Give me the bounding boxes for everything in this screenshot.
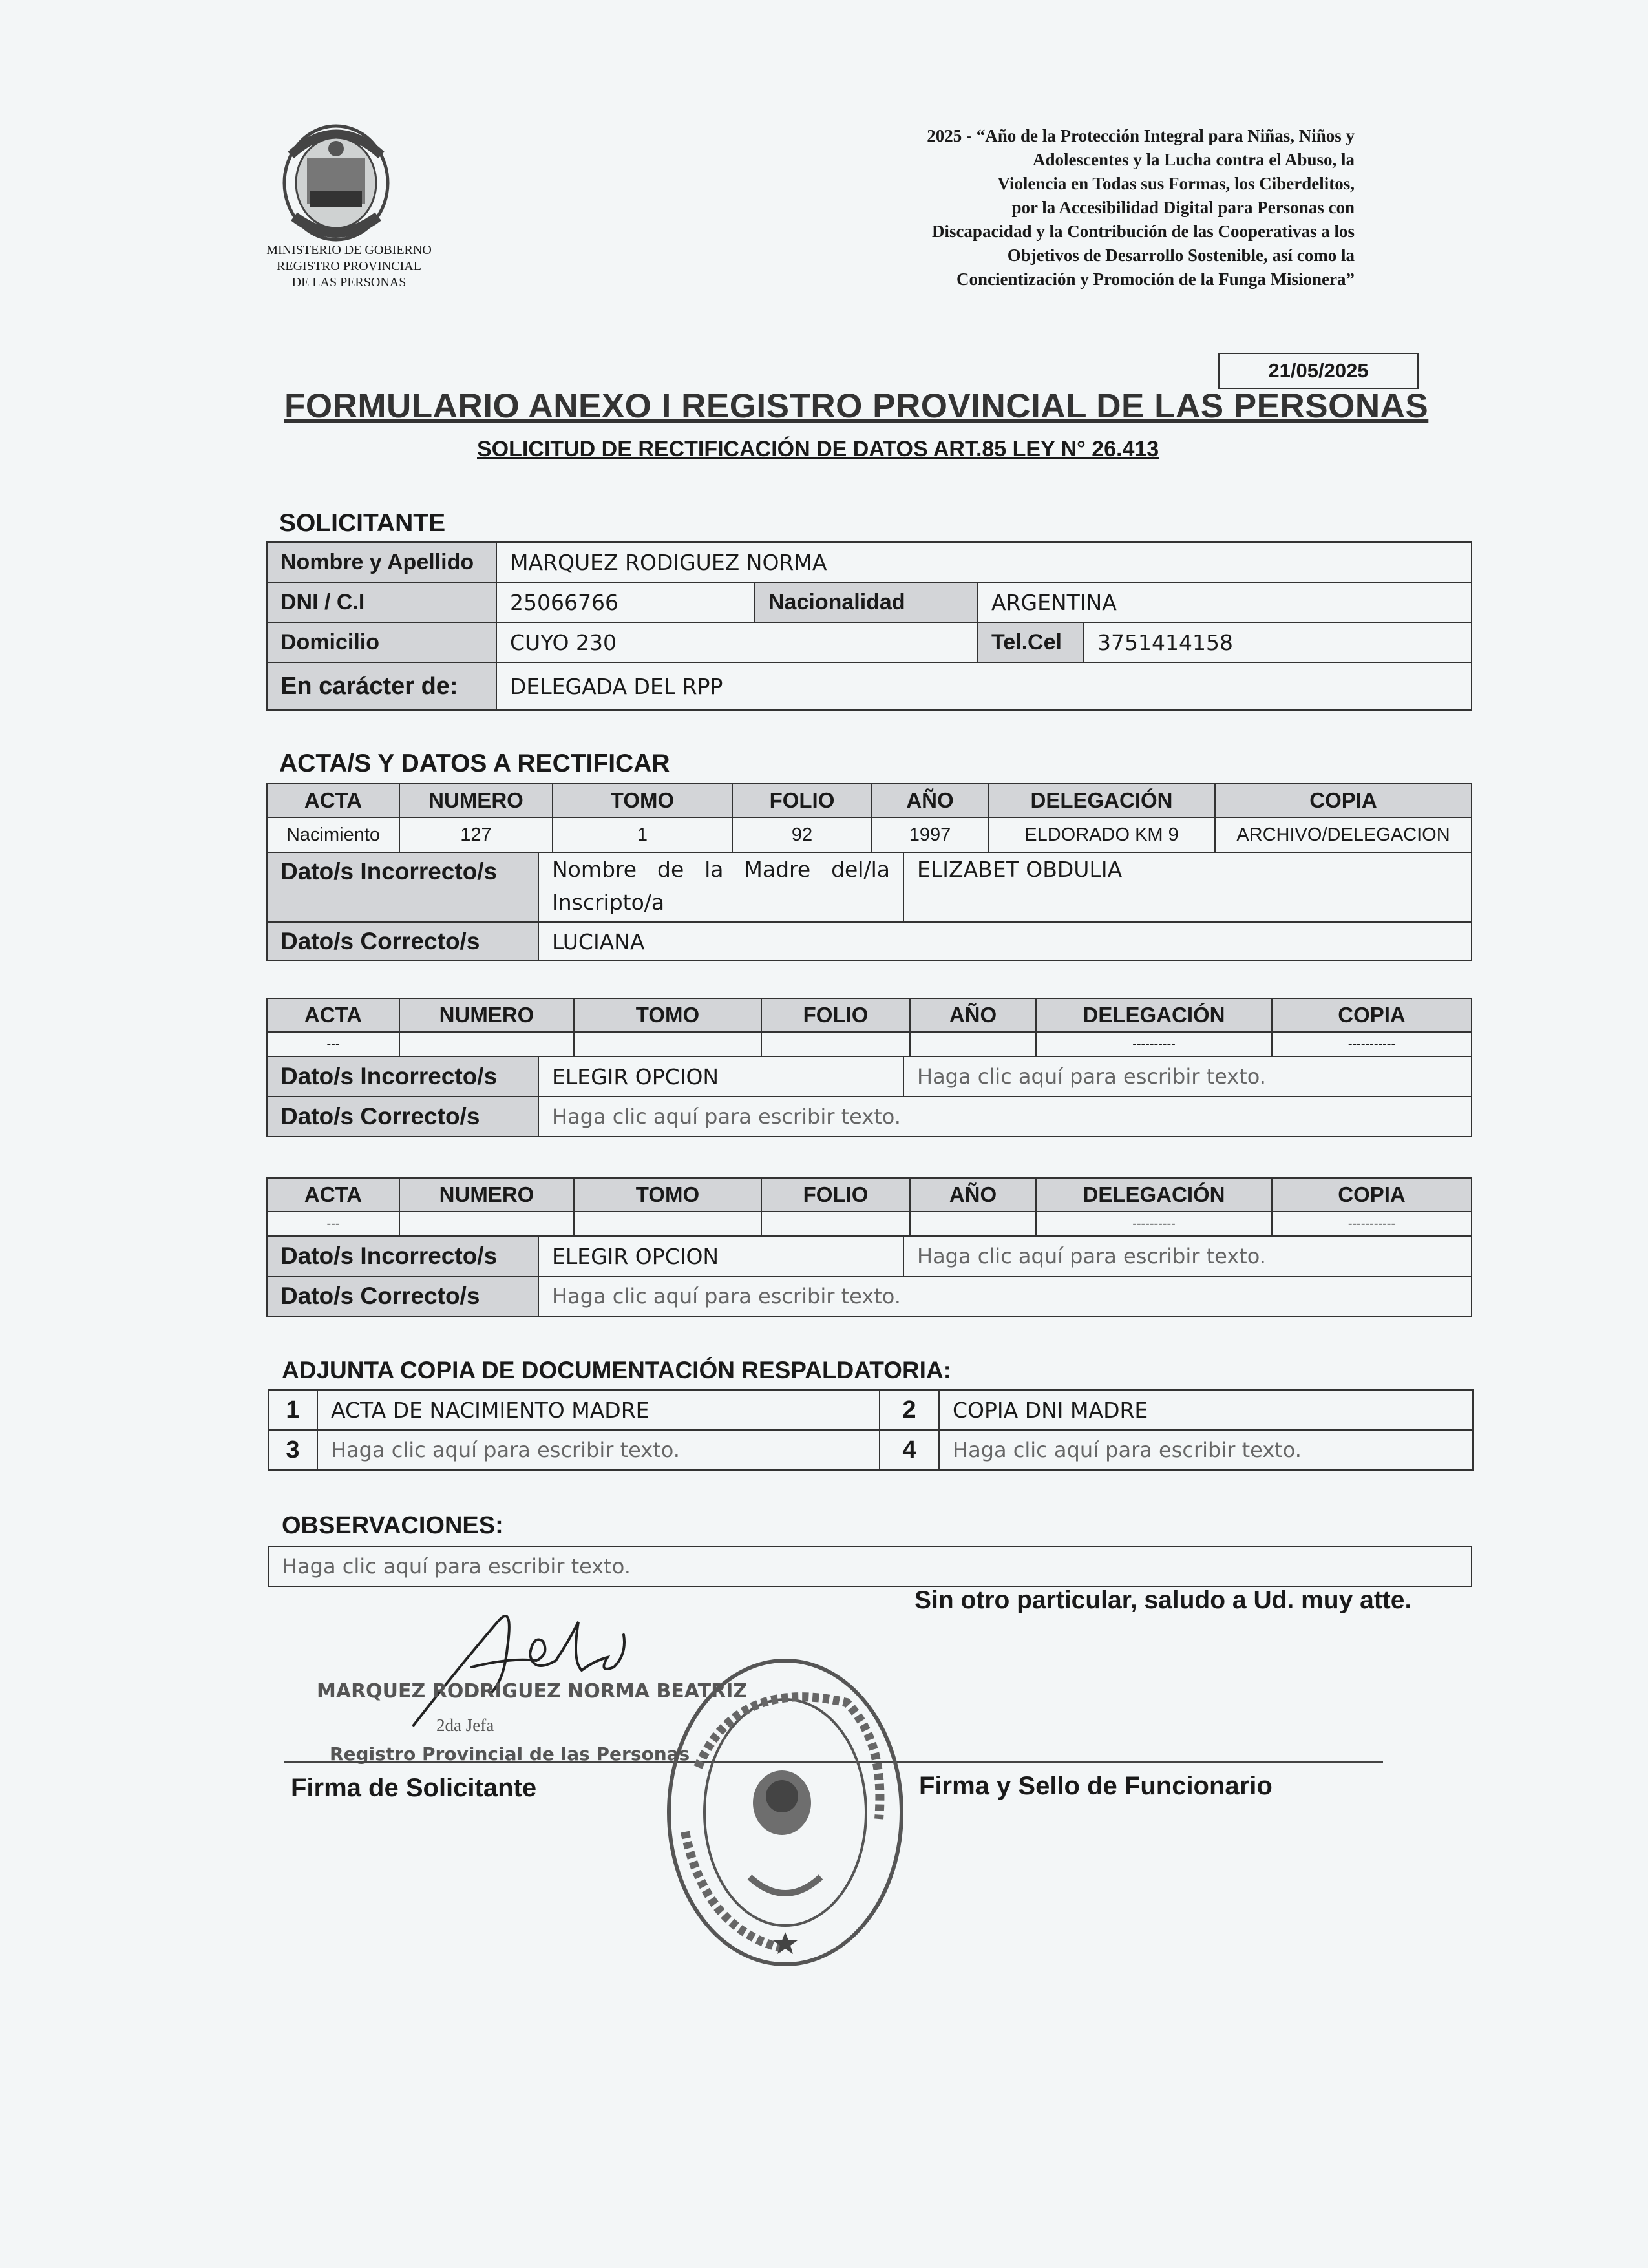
- incorrect-field-select[interactable]: ELEGIR OPCION: [538, 1056, 903, 1097]
- handwritten-signature: [401, 1596, 646, 1732]
- slogan-line: Violencia en Todas sus Formas, los Ciberdelitos,: [997, 174, 1355, 193]
- caracter-label: En carácter de:: [267, 662, 496, 710]
- observaciones-table: [268, 1546, 1472, 1587]
- slogan-line: Discapacidad y la Contribución de las Cooperativas a los: [931, 222, 1355, 241]
- dni-label: DNI / C.I: [267, 582, 496, 622]
- correct-value-field[interactable]: Haga clic aquí para escribir texto.: [538, 1276, 1472, 1316]
- acta-tomo-field[interactable]: [574, 1212, 761, 1236]
- acta-anio-field[interactable]: 1997: [872, 817, 988, 852]
- col-numero: NUMERO: [399, 1178, 574, 1212]
- acta-tomo-field[interactable]: [574, 1032, 761, 1056]
- nombre-label: Nombre y Apellido: [267, 542, 496, 582]
- acta-block-1-header: [266, 783, 1472, 853]
- col-tomo: TOMO: [574, 1178, 761, 1212]
- incorrect-value-field[interactable]: ELIZABET OBDULIA: [903, 852, 1472, 922]
- signature-role-stamp: 2da Jefa: [436, 1716, 494, 1735]
- acta-anio-field[interactable]: [910, 1212, 1036, 1236]
- attachment-field[interactable]: COPIA DNI MADRE: [939, 1390, 1473, 1430]
- signature-office-stamp: Registro Provincial de las Personas: [330, 1743, 690, 1765]
- nacionalidad-label: Nacionalidad: [755, 582, 978, 622]
- form-title: FORMULARIO ANEXO I REGISTRO PROVINCIAL DE LAS PERSONAS: [284, 387, 1429, 425]
- col-copia: COPIA: [1272, 998, 1472, 1032]
- correct-label: Dato/s Correcto/s: [267, 1097, 538, 1137]
- col-copia: COPIA: [1272, 1178, 1472, 1212]
- incorrect-value-field[interactable]: Haga clic aquí para escribir texto.: [903, 1056, 1472, 1097]
- col-acta: ACTA: [267, 998, 399, 1032]
- delegacion-stamp-icon: [659, 1651, 911, 1974]
- adjunta-heading: ADJUNTA COPIA DE DOCUMENTACIÓN RESPALDATORIA:: [282, 1357, 951, 1383]
- col-anio: AÑO: [910, 1178, 1036, 1212]
- incorrect-label: Dato/s Incorrecto/s: [267, 1236, 538, 1276]
- col-copia: COPIA: [1215, 784, 1472, 817]
- col-tomo: TOMO: [553, 784, 732, 817]
- slogan-line: Objetivos de Desarrollo Sostenible, así como la: [1007, 246, 1355, 265]
- solicitante-heading: SOLICITANTE: [279, 509, 446, 537]
- col-anio: AÑO: [910, 998, 1036, 1032]
- acta-folio-field[interactable]: [761, 1212, 910, 1236]
- correct-label: Dato/s Correcto/s: [267, 922, 538, 961]
- slogan-line: Adolescentes y la Lucha contra el Abuso, la: [1032, 150, 1355, 169]
- funcionario-signature-label: Firma y Sello de Funcionario: [919, 1772, 1273, 1800]
- solicitante-signature-label: Firma de Solicitante: [291, 1774, 537, 1802]
- year-slogan: [724, 124, 1355, 291]
- incorrect-label: Dato/s Incorrecto/s: [267, 852, 538, 922]
- slogan-line: por la Accesibilidad Digital para Personas con: [1011, 198, 1355, 217]
- tel-field[interactable]: 3751414158: [1084, 622, 1472, 662]
- tel-label: Tel.Cel: [978, 622, 1084, 662]
- acta-type-field[interactable]: ---: [267, 1032, 399, 1056]
- col-tomo: TOMO: [574, 998, 761, 1032]
- acta-numero-field[interactable]: [399, 1212, 574, 1236]
- incorrect-label: Dato/s Incorrecto/s: [267, 1056, 538, 1097]
- nombre-field[interactable]: MARQUEZ RODIGUEZ NORMA: [496, 542, 1472, 582]
- acta-type-field[interactable]: Nacimiento: [267, 817, 399, 852]
- provincia-misiones-seal-icon: [271, 120, 401, 246]
- acta-copia-field[interactable]: ARCHIVO/DELEGACION: [1215, 817, 1472, 852]
- solicitante-table: [266, 541, 1472, 711]
- acta-block-3-data: [266, 1235, 1472, 1317]
- col-delegacion: DELEGACIÓN: [1036, 1178, 1272, 1212]
- correct-value-field[interactable]: LUCIANA: [538, 922, 1472, 961]
- closing-text: Sin otro particular, saludo a Ud. muy atte.: [914, 1586, 1412, 1614]
- attachment-number: 1: [268, 1390, 317, 1430]
- col-anio: AÑO: [872, 784, 988, 817]
- attachment-field[interactable]: Haga clic aquí para escribir texto.: [939, 1430, 1473, 1470]
- ministry-line: DE LAS PERSONAS: [291, 275, 407, 289]
- attachment-field[interactable]: ACTA DE NACIMIENTO MADRE: [317, 1390, 880, 1430]
- attachment-field[interactable]: Haga clic aquí para escribir texto.: [317, 1430, 880, 1470]
- caracter-field[interactable]: DELEGADA DEL RPP: [496, 662, 1472, 710]
- ministry-header: [239, 242, 459, 291]
- ministry-line: MINISTERIO DE GOBIERNO: [266, 243, 432, 257]
- date-field[interactable]: 21/05/2025: [1218, 353, 1419, 389]
- acta-anio-field[interactable]: [910, 1032, 1036, 1056]
- slogan-line: Concientización y Promoción de la Funga Misionera”: [956, 269, 1355, 289]
- acta-numero-field[interactable]: [399, 1032, 574, 1056]
- col-delegacion: DELEGACIÓN: [1036, 998, 1272, 1032]
- acta-delegacion-field[interactable]: ELDORADO KM 9: [988, 817, 1215, 852]
- signature-name-stamp: MARQUEZ RODRIGUEZ NORMA BEATRIZ: [317, 1680, 748, 1703]
- incorrect-field-select[interactable]: ELEGIR OPCION: [538, 1236, 903, 1276]
- attachment-number: 2: [880, 1390, 939, 1430]
- form-subtitle: SOLICITUD DE RECTIFICACIÓN DE DATOS ART.85 LEY N° 26.413: [477, 437, 1159, 461]
- col-folio: FOLIO: [761, 1178, 910, 1212]
- observaciones-heading: OBSERVACIONES:: [282, 1512, 503, 1539]
- col-folio: FOLIO: [761, 998, 910, 1032]
- col-folio: FOLIO: [732, 784, 872, 817]
- attachment-number: 4: [880, 1430, 939, 1470]
- acta-folio-field[interactable]: [761, 1032, 910, 1056]
- acta-block-2-data: [266, 1056, 1472, 1137]
- col-numero: NUMERO: [399, 784, 553, 817]
- incorrect-field-select[interactable]: Nombre de la Madre del/la Inscripto/a: [538, 852, 903, 922]
- domicilio-field[interactable]: CUYO 230: [496, 622, 978, 662]
- acta-folio-field[interactable]: 92: [732, 817, 872, 852]
- ministry-line: REGISTRO PROVINCIAL: [277, 259, 421, 273]
- acta-block-2-header: [266, 998, 1472, 1057]
- acta-delegacion-field[interactable]: ----------: [1036, 1212, 1272, 1236]
- acta-type-field[interactable]: ---: [267, 1212, 399, 1236]
- slogan-line: 2025 - “Año de la Protección Integral para Niñas, Niños y: [927, 126, 1355, 145]
- correct-label: Dato/s Correcto/s: [267, 1276, 538, 1316]
- observaciones-field[interactable]: Haga clic aquí para escribir texto.: [268, 1546, 1472, 1586]
- domicilio-label: Domicilio: [267, 622, 496, 662]
- nacionalidad-field[interactable]: ARGENTINA: [978, 582, 1472, 622]
- attachment-number: 3: [268, 1430, 317, 1470]
- acta-block-3-header: [266, 1177, 1472, 1237]
- acta-copia-field[interactable]: -----------: [1272, 1212, 1472, 1236]
- acta-delegacion-field[interactable]: ----------: [1036, 1032, 1272, 1056]
- col-acta: ACTA: [267, 784, 399, 817]
- col-delegacion: DELEGACIÓN: [988, 784, 1215, 817]
- actas-heading: ACTA/S Y DATOS A RECTIFICAR: [279, 750, 670, 777]
- adjunta-table: [268, 1389, 1474, 1471]
- acta-tomo-field[interactable]: 1: [553, 817, 732, 852]
- acta-numero-field[interactable]: 127: [399, 817, 553, 852]
- acta-copia-field[interactable]: -----------: [1272, 1032, 1472, 1056]
- col-acta: ACTA: [267, 1178, 399, 1212]
- dni-field[interactable]: 25066766: [496, 582, 755, 622]
- acta-block-1-data: [266, 852, 1472, 961]
- col-numero: NUMERO: [399, 998, 574, 1032]
- correct-value-field[interactable]: Haga clic aquí para escribir texto.: [538, 1097, 1472, 1137]
- incorrect-value-field[interactable]: Haga clic aquí para escribir texto.: [903, 1236, 1472, 1276]
